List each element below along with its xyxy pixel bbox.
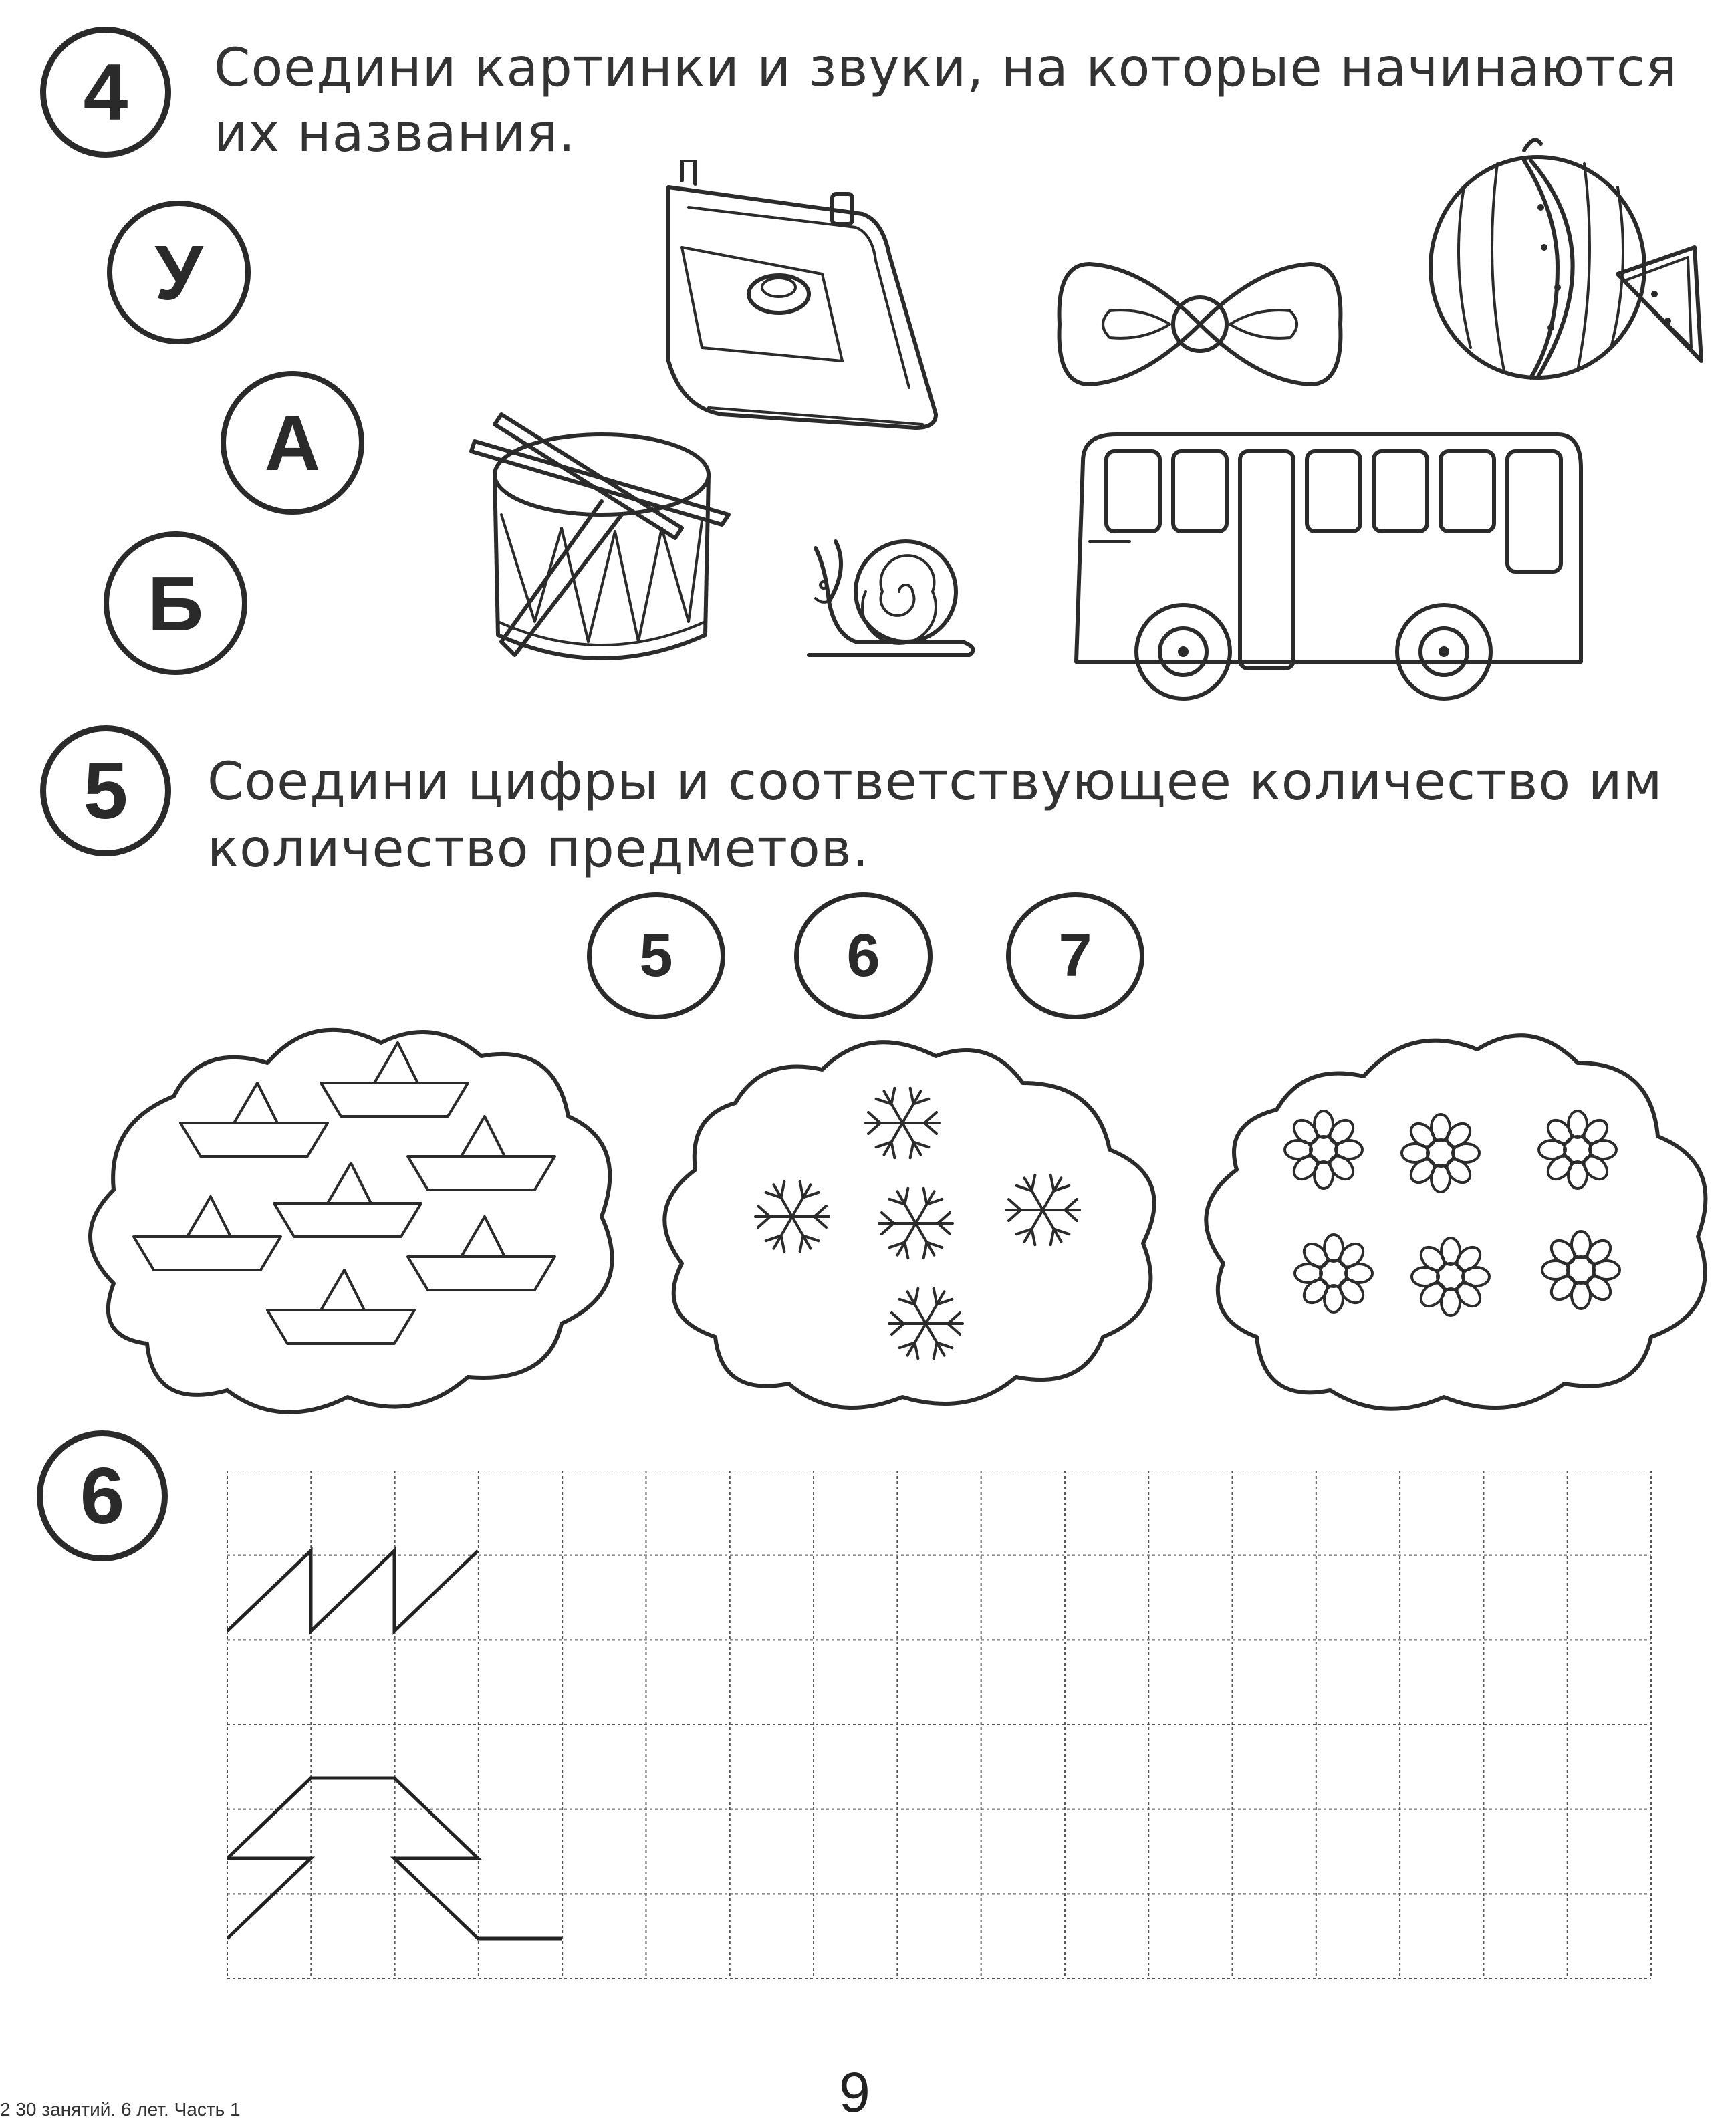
bus-picture[interactable] [1063, 421, 1591, 702]
dot-grid[interactable] [227, 1471, 1658, 1992]
task-5-instruction-line2: количество предметов. [207, 819, 870, 879]
task-6-number: 6 [37, 1430, 168, 1561]
letter-u-circle[interactable]: У [107, 201, 251, 344]
watermelon-picture[interactable] [1424, 134, 1705, 388]
digit-7-circle[interactable]: 7 [1006, 892, 1144, 1019]
snail-picture[interactable] [789, 528, 983, 668]
flower-icon [1539, 1111, 1616, 1189]
digit-5-circle[interactable]: 5 [587, 892, 725, 1019]
snowflake-icon [755, 1182, 829, 1251]
boat-icon [134, 1197, 281, 1270]
snowflake-icon [1006, 1175, 1080, 1245]
flower-icon [1295, 1235, 1372, 1312]
boat-icon [321, 1043, 468, 1116]
footer-book-note: 2 30 занятий. 6 лет. Часть 1 [0, 2099, 241, 2120]
flower-icon [1542, 1231, 1620, 1309]
drum-picture[interactable] [461, 401, 742, 682]
boat-icon [274, 1163, 421, 1237]
task-4-instruction-line2: их названия. [214, 104, 576, 164]
letter-b-circle[interactable]: Б [104, 531, 247, 675]
flowers-cloud[interactable] [1206, 1035, 1705, 1409]
boat-icon [408, 1116, 555, 1190]
bow-picture[interactable] [1049, 254, 1350, 394]
page-number: 9 [839, 2061, 870, 2124]
flower-icon [1402, 1114, 1479, 1192]
task-4-number: 4 [40, 27, 171, 158]
task-5-instruction-line1: Соедини цифры и соответствующее количество им [207, 752, 1663, 812]
digit-6-circle[interactable]: 6 [794, 892, 933, 1019]
snowflake-icon [866, 1088, 939, 1158]
boat-icon [180, 1083, 328, 1156]
boat-icon [267, 1270, 414, 1344]
flower-icon [1285, 1111, 1362, 1189]
task-5-number: 5 [40, 725, 171, 856]
flower-icon [1412, 1238, 1489, 1316]
iron-picture[interactable] [642, 160, 949, 441]
task-4-instruction-line1: Соедини картинки и звуки, на которые начинаются [214, 38, 1678, 98]
snowflake-icon [879, 1189, 953, 1258]
letter-a-circle[interactable]: А [221, 371, 364, 515]
snowflake-icon [889, 1289, 963, 1358]
boat-icon [408, 1217, 555, 1290]
boats-cloud[interactable] [90, 1030, 612, 1412]
